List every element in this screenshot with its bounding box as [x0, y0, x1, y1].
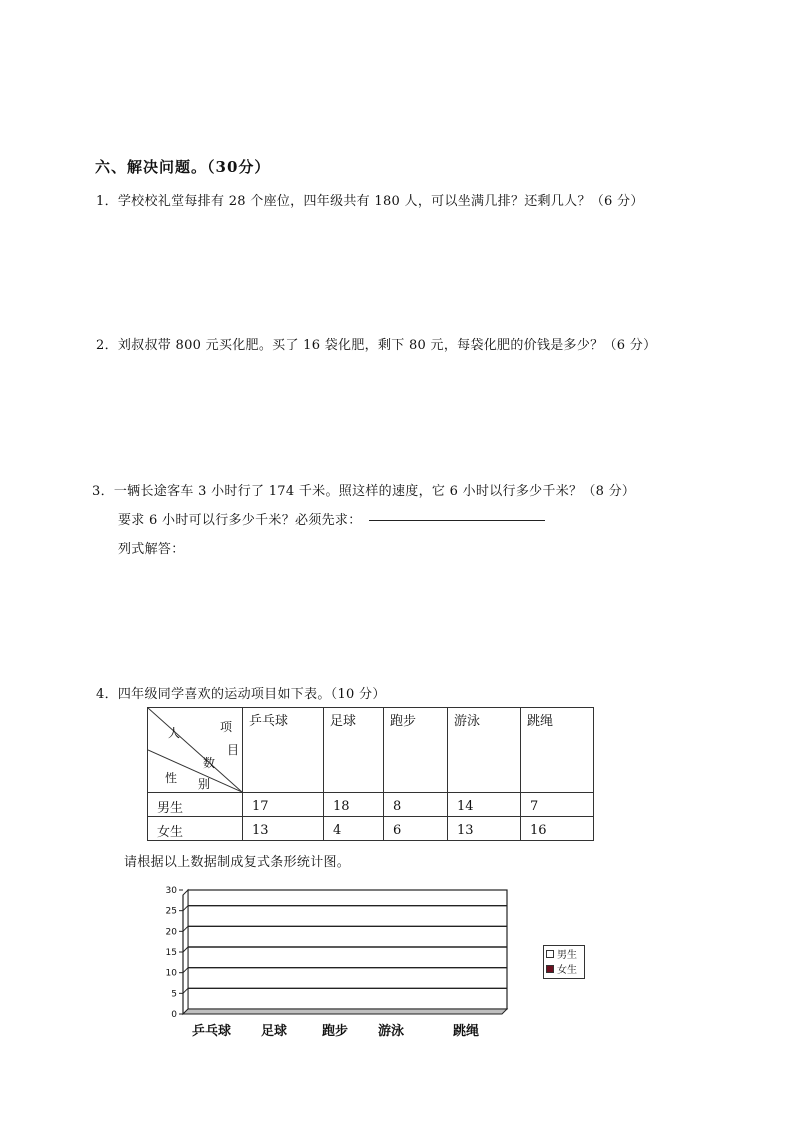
- y-tick-label: 25: [165, 906, 177, 917]
- y-tick-label: 15: [165, 948, 177, 958]
- row-label: 男生: [148, 793, 243, 817]
- table-cell: 14: [448, 793, 521, 817]
- y-tick-label: 30: [165, 886, 177, 896]
- header-cell: 游泳: [448, 708, 521, 793]
- table-cell: 18: [324, 793, 384, 817]
- category-label: 足球: [261, 1024, 288, 1039]
- table-cell: 16: [521, 817, 594, 841]
- legend-label-girls: 女生: [557, 965, 577, 976]
- corner-mu: 目: [227, 743, 240, 757]
- header-cell: 跳绳: [521, 708, 594, 793]
- legend-swatch-girls: [546, 965, 554, 973]
- question-4: 4．四年级同学喜欢的运动项目如下表。（10 分）: [96, 687, 386, 702]
- table-cell: 8: [384, 793, 448, 817]
- legend-label-boys: 男生: [557, 950, 577, 961]
- question-3-solve-label: 列式解答：: [118, 542, 185, 557]
- category-label: 跑步: [322, 1024, 349, 1039]
- chart-floor: [183, 1009, 507, 1014]
- section-title: 六、解决问题。（30分）: [95, 158, 271, 176]
- y-tick-label: 5: [171, 989, 177, 1000]
- header-cell: 乒乓球: [243, 708, 324, 793]
- corner-shu: 数: [203, 756, 216, 770]
- chart-legend: [543, 945, 585, 979]
- corner-xing: 性: [165, 771, 178, 785]
- table-cell: 13: [243, 817, 324, 841]
- table-cell: 4: [324, 817, 384, 841]
- category-label: 跳绳: [453, 1024, 480, 1039]
- question-2: 2．刘叔叔带 800 元买化肥。买了 16 袋化肥，剩下 80 元，每袋化肥的价钱是多少？（6 分）: [96, 338, 657, 353]
- question-3: 3．一辆长途客车 3 小时行了 174 千米。照这样的速度，它 6 小时以行多少千米？（8 分）: [92, 484, 636, 499]
- corner-xiang: 项: [220, 720, 233, 734]
- header-cell: 足球: [324, 708, 384, 793]
- corner-bie: 别: [198, 777, 211, 791]
- legend-item-boys: [544, 946, 584, 961]
- row-label: 女生: [148, 817, 243, 841]
- y-tick-label: 20: [165, 927, 177, 938]
- table-cell: 13: [448, 817, 521, 841]
- category-label: 游泳: [378, 1024, 405, 1039]
- legend-item-girls: [544, 961, 584, 976]
- question-1: 1．学校校礼堂每排有 28 个座位，四年级共有 180 人，可以坐满几排？还剩几人？（6 分）: [96, 194, 644, 209]
- y-tick-label: 0: [171, 1010, 177, 1020]
- corner-person: 人: [168, 726, 181, 740]
- category-label: 乒乓球: [192, 1024, 232, 1039]
- chart-back-wall: [188, 890, 507, 1009]
- chart-instruction: 请根据以上数据制成复式条形统计图。: [124, 855, 351, 870]
- y-tick-label: 10: [165, 968, 177, 979]
- table-cell: 17: [243, 793, 324, 817]
- table-cell: 6: [384, 817, 448, 841]
- question-3-sub-prompt: 要求 6 小时可以行多少千米？必须先求：: [118, 513, 362, 528]
- legend-swatch-boys: [546, 950, 554, 958]
- table-cell: 7: [521, 793, 594, 817]
- header-cell: 跑步: [384, 708, 448, 793]
